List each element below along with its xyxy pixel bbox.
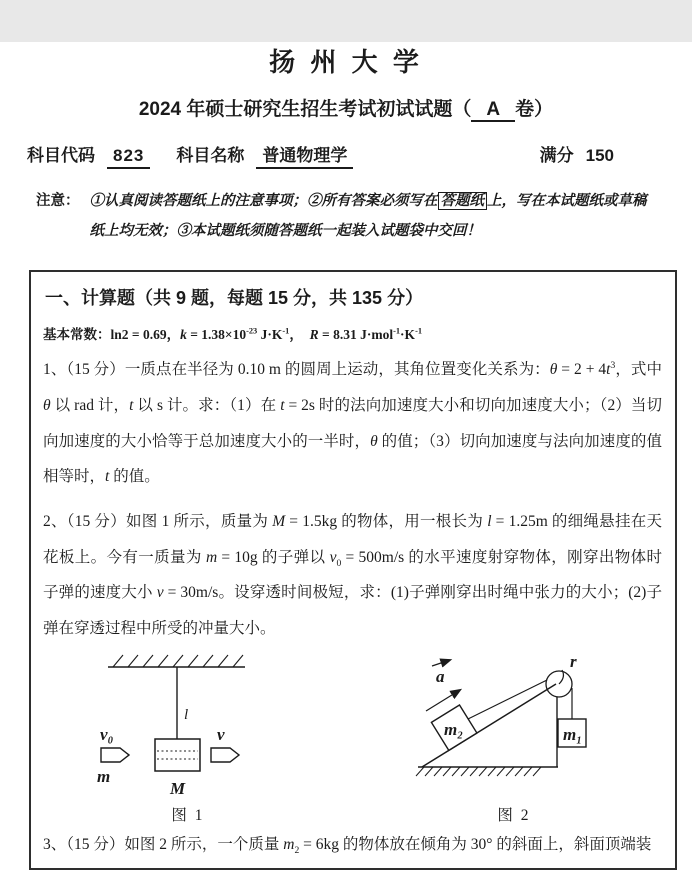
block-m2-label: m₂ xyxy=(444,719,464,739)
subject-name-value: 普通物理学 xyxy=(256,141,353,169)
pulley-hook xyxy=(559,670,563,684)
string-incline xyxy=(468,680,547,719)
notice-text: ①认真阅读答题纸上的注意事项；②所有答案必须写在 答题纸 上，写在本试题纸或草稿纸上均无效；③本试题纸须随答题纸一起装入试题袋中交回！ xyxy=(89,193,647,239)
figure-1-drawing xyxy=(73,651,303,801)
page-title: 扬 州 大 学 xyxy=(269,47,423,77)
figure-1 xyxy=(73,651,303,825)
block-mass-label: M xyxy=(170,778,186,798)
acceleration-label: a xyxy=(436,666,445,686)
ceiling-hatch-icon xyxy=(113,655,243,667)
pulley-radius-label: r xyxy=(570,651,577,671)
constants-line: 基本常数：ln2 = 0.69，$k = 1.38\times 10^{-23}$ $J\cdot K^{-1}$， R = 8.31 $J\cdot mol^{-1}\cdot K^{-1}$ xyxy=(43,326,423,343)
figure-2-caption: 图 2 xyxy=(497,806,531,824)
figure-2 xyxy=(404,651,624,825)
figure-2-drawing xyxy=(404,651,624,801)
block-M xyxy=(155,739,200,771)
question-1: 1、（15 分）一质点在半径为 0.10 m 的圆周上运动，其角位置变化关系为：$\theta = 2 + 4t^3$，式中 θ 以 rad 计，t 以 s 计。求：（1）在 t = 2s 时的法向加速度大小和切向加速度大小；（2）当切向加速度的大小恰等于总加速度大小的一半时，θ 的值；（3）切向加速度与法向加速度的值相等时，t 的值。 xyxy=(43,360,662,486)
exam-paper-page xyxy=(0,42,692,870)
vector-hat-icon xyxy=(432,660,450,666)
subject-code-value: 823 xyxy=(107,146,150,169)
initial-velocity-label: v₀ xyxy=(100,724,114,744)
full-score-value: 150 xyxy=(585,146,614,165)
string-length-label: l xyxy=(184,706,189,723)
bullet-mass-label: m xyxy=(97,766,111,786)
figures-row xyxy=(43,651,662,825)
bullet-right-icon xyxy=(211,748,239,762)
questions-box xyxy=(29,270,677,870)
exam-subtitle: 2024 年硕士研究生招生考试初试试题（ A 卷） xyxy=(138,99,554,120)
ground-hatch-icon xyxy=(416,767,541,776)
figure-1-caption: 图 1 xyxy=(171,806,205,824)
block-m1-label: m₁ xyxy=(563,724,583,744)
bullet-left-icon xyxy=(101,748,129,762)
question-2: 2、（15 分）如图 1 所示，质量为 M = 1.5kg 的物体，用一根长为 l = 1.25m 的细绳悬挂在天花板上。今有一质量为 m = 10g 的子弹以 $v_0 = 500m/s$ 的水平速度射穿物体，刚穿出物体时子弹的速度大小 v = 30m/s。设穿透时间极短，求：(1)子弹刚穿出时绳中张力的大小；(2)子弹在穿透过程中所受的冲量大小。 xyxy=(43,513,662,637)
exit-velocity-label: v xyxy=(217,724,225,744)
notice-label: 注意： xyxy=(36,193,80,209)
question-3: 3、（15 分）如图 2 所示，一个质量 $m_2 = 6kg$ 的物体放在倾角为 30° 的斜面上，斜面顶端装 xyxy=(43,835,652,856)
subject-code-label: 科目代码 xyxy=(27,146,95,165)
notice-block xyxy=(36,187,656,246)
subject-name-label: 科目名称 xyxy=(176,146,245,165)
exam-meta-row xyxy=(0,141,692,169)
section-title: 一、计算题（共 9 题，每题 15 分，共 135 分） xyxy=(45,288,424,309)
full-score-label: 满分 xyxy=(539,146,574,165)
